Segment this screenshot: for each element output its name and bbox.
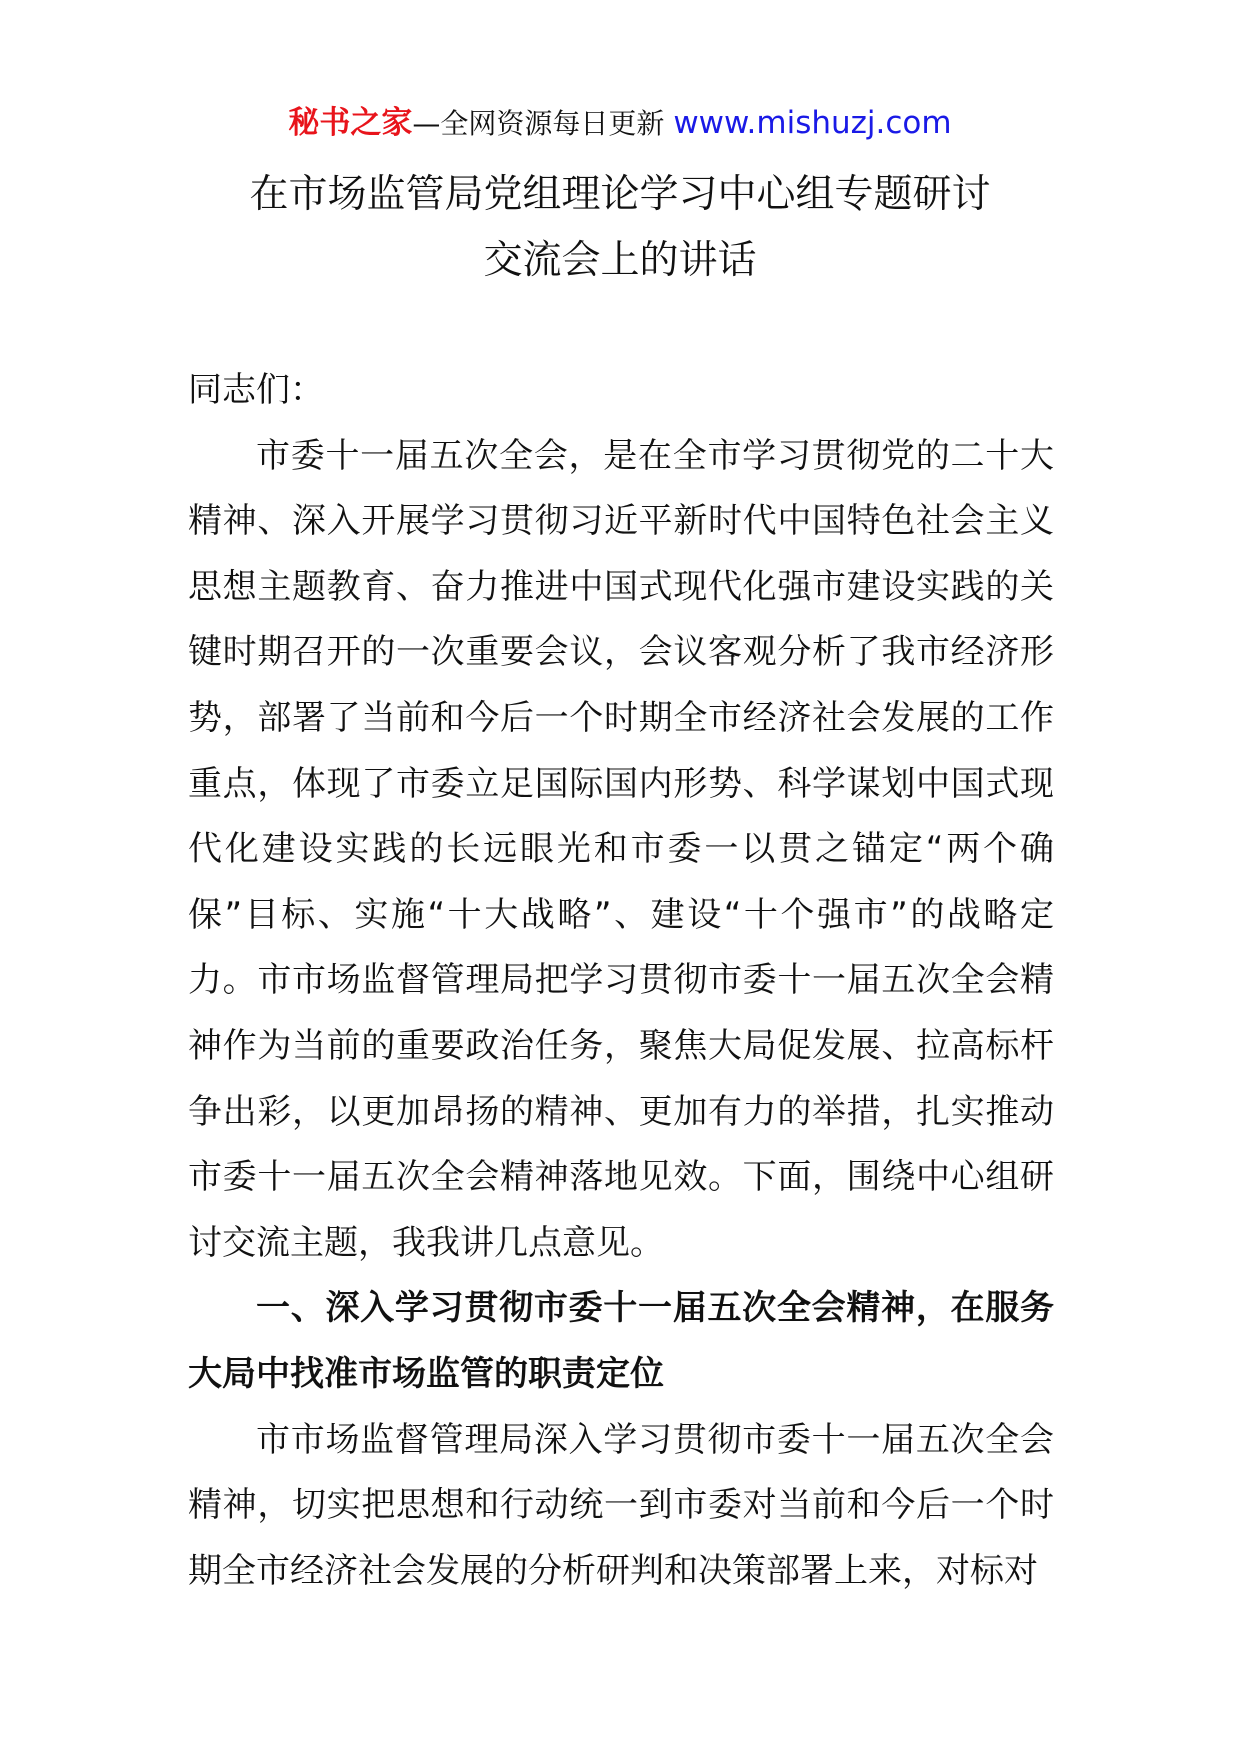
watermark-url: www.mishuzj.com — [673, 105, 952, 141]
paragraph-1: 市委十一届五次全会，是在全市学习贯彻党的二十大精神、深入开展学习贯彻习近平新时代中国特色社会主义思想主题教育、奋力推进中国式现代化强市建设实践的关键时期召开的一次重要会议，会议客观分析了我市经济形势，部署了当前和今后一个时期全市经济社会发展的工作重点，体现了市委立足国际国内形势、科学谋划中国式现代化建设实践的长远眼光和市委一以贯之锚定“两个确保”目标、实施“十大战略”、建设“十个强市”的战略定力。市市场监督管理局把学习贯彻市委十一届五次全会精神作为当前的重要政治任务，聚焦大局促发展、拉高标杆争出彩，以更加昂扬的精神、更加有力的举措，扎实推动市委十一届五次全会精神落地见效。下面，围绕中心组研讨交流主题，我我讲几点意见。 — [188, 435, 1054, 1263]
paragraph-2: 市市场监督管理局深入学习贯彻市委十一届五次全会精神，切实把思想和行动统一到市委对当前和今后一个时期全市经济社会发展的分析研判和决策部署上来，对标对 — [188, 1419, 1054, 1591]
watermark-banner — [0, 103, 1240, 144]
section-heading-1: 一、深入学习贯彻市委十一届五次全会精神，在服务大局中找准市场监管的职责定位 — [188, 1288, 1054, 1394]
watermark-tagline: —全网资源每日更新 — [412, 107, 674, 140]
title-line-2: 交流会上的讲话 — [483, 238, 757, 283]
watermark-brand: 秘书之家 — [288, 105, 413, 141]
document-title — [0, 162, 1240, 294]
document-body — [188, 358, 1054, 1604]
salutation: 同志们： — [188, 370, 324, 410]
title-line-1: 在市场监管局党组理论学习中心组专题研讨 — [249, 172, 991, 217]
